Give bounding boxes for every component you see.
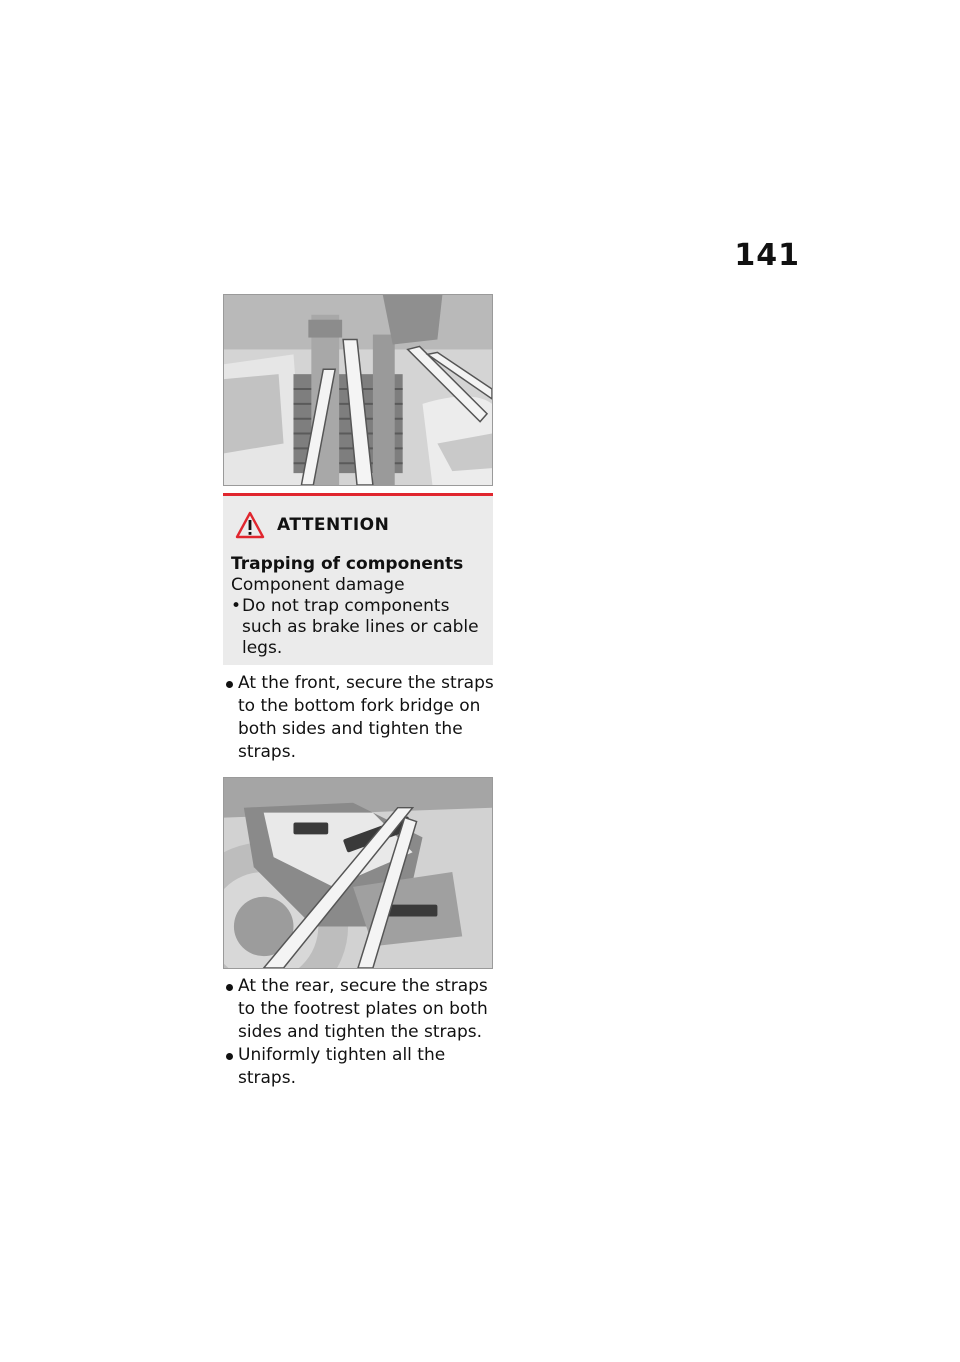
front-fork-straps-illustration — [223, 294, 493, 486]
list-item: At the rear, secure the straps to the footrest plates on both sides and tighten the straps. — [225, 975, 495, 1044]
attention-subtitle: Trapping of components — [231, 554, 464, 574]
attention-consequence: Component damage — [231, 575, 405, 595]
attention-instruction: • Do not trap components such as brake lines or cable legs. — [231, 596, 485, 659]
list-item: At the front, secure the straps to the bottom fork bridge on both sides and tighten the straps. — [225, 672, 495, 764]
warning-triangle-icon — [235, 511, 265, 539]
attention-notice — [223, 493, 493, 665]
attention-header — [231, 496, 485, 554]
front-steps-list — [225, 672, 495, 764]
attention-title: ATTENTION — [277, 515, 390, 535]
rear-steps-list — [225, 975, 495, 1090]
page-number: 141 — [734, 238, 800, 273]
rear-footrest-straps-illustration — [223, 777, 493, 969]
list-item: Uniformly tighten all the straps. — [225, 1044, 495, 1090]
